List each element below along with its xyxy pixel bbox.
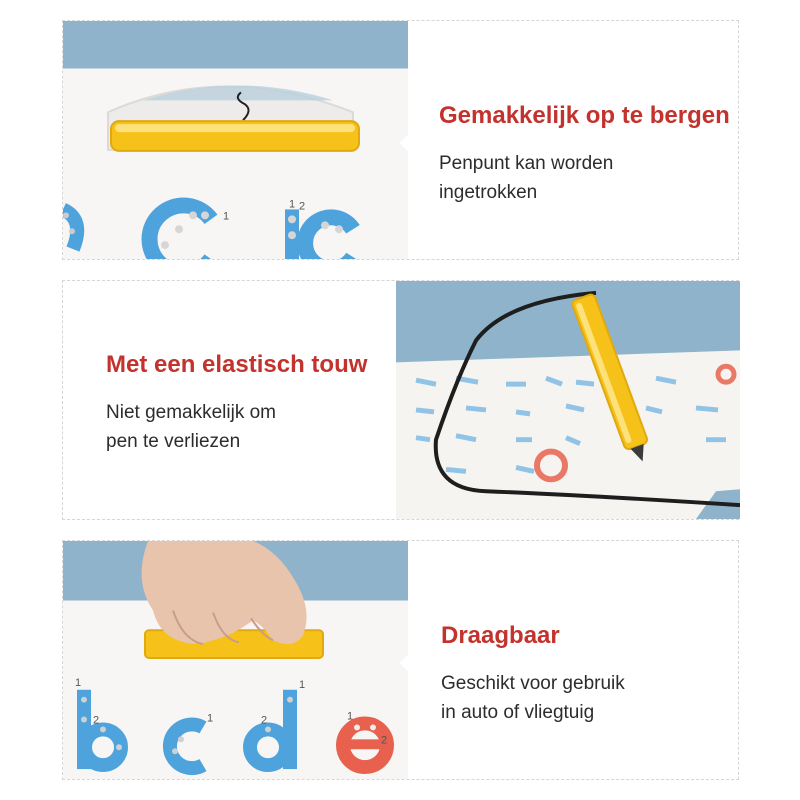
stroke-number: 1: [299, 678, 306, 691]
stroke-number: 2: [261, 714, 268, 727]
feature-text: [439, 101, 739, 207]
photo-board-with-stored-pen: [63, 21, 408, 259]
description-line: Niet gemakkelijk om: [106, 402, 276, 423]
stroke-number: 1: [75, 676, 82, 689]
description-line: ingetrokken: [439, 182, 538, 203]
feature-text: [441, 621, 741, 727]
description-line: Penpunt kan worden: [439, 153, 614, 174]
stroke-number: 1: [347, 710, 354, 723]
photo-pen-with-elastic-cord: [396, 281, 740, 519]
feature-panel-portable: [62, 540, 739, 780]
stroke-number: 1: [289, 198, 296, 211]
stroke-number: 1: [223, 210, 230, 223]
feature-title: Met een elastisch touw: [106, 351, 368, 378]
feature-title: Gemakkelijk op te bergen: [439, 102, 730, 129]
photo-hand-carrying-board: [63, 541, 408, 779]
feature-text: [106, 350, 396, 456]
feature-description: [441, 669, 741, 727]
description-line: Geschikt voor gebruik: [441, 673, 625, 694]
feature-panel-storage: [62, 20, 739, 260]
description-line: in auto of vliegtuig: [441, 702, 595, 723]
stroke-number: 1: [207, 712, 214, 725]
feature-description: [439, 149, 739, 207]
stroke-number: 2: [299, 200, 306, 213]
feature-description: [106, 398, 396, 456]
feature-title: Draagbaar: [441, 622, 560, 649]
description-line: pen te verliezen: [106, 431, 241, 452]
stroke-number: 2: [381, 734, 388, 747]
feature-panel-elastic-cord: [62, 280, 739, 520]
stroke-number: 2: [93, 714, 100, 727]
